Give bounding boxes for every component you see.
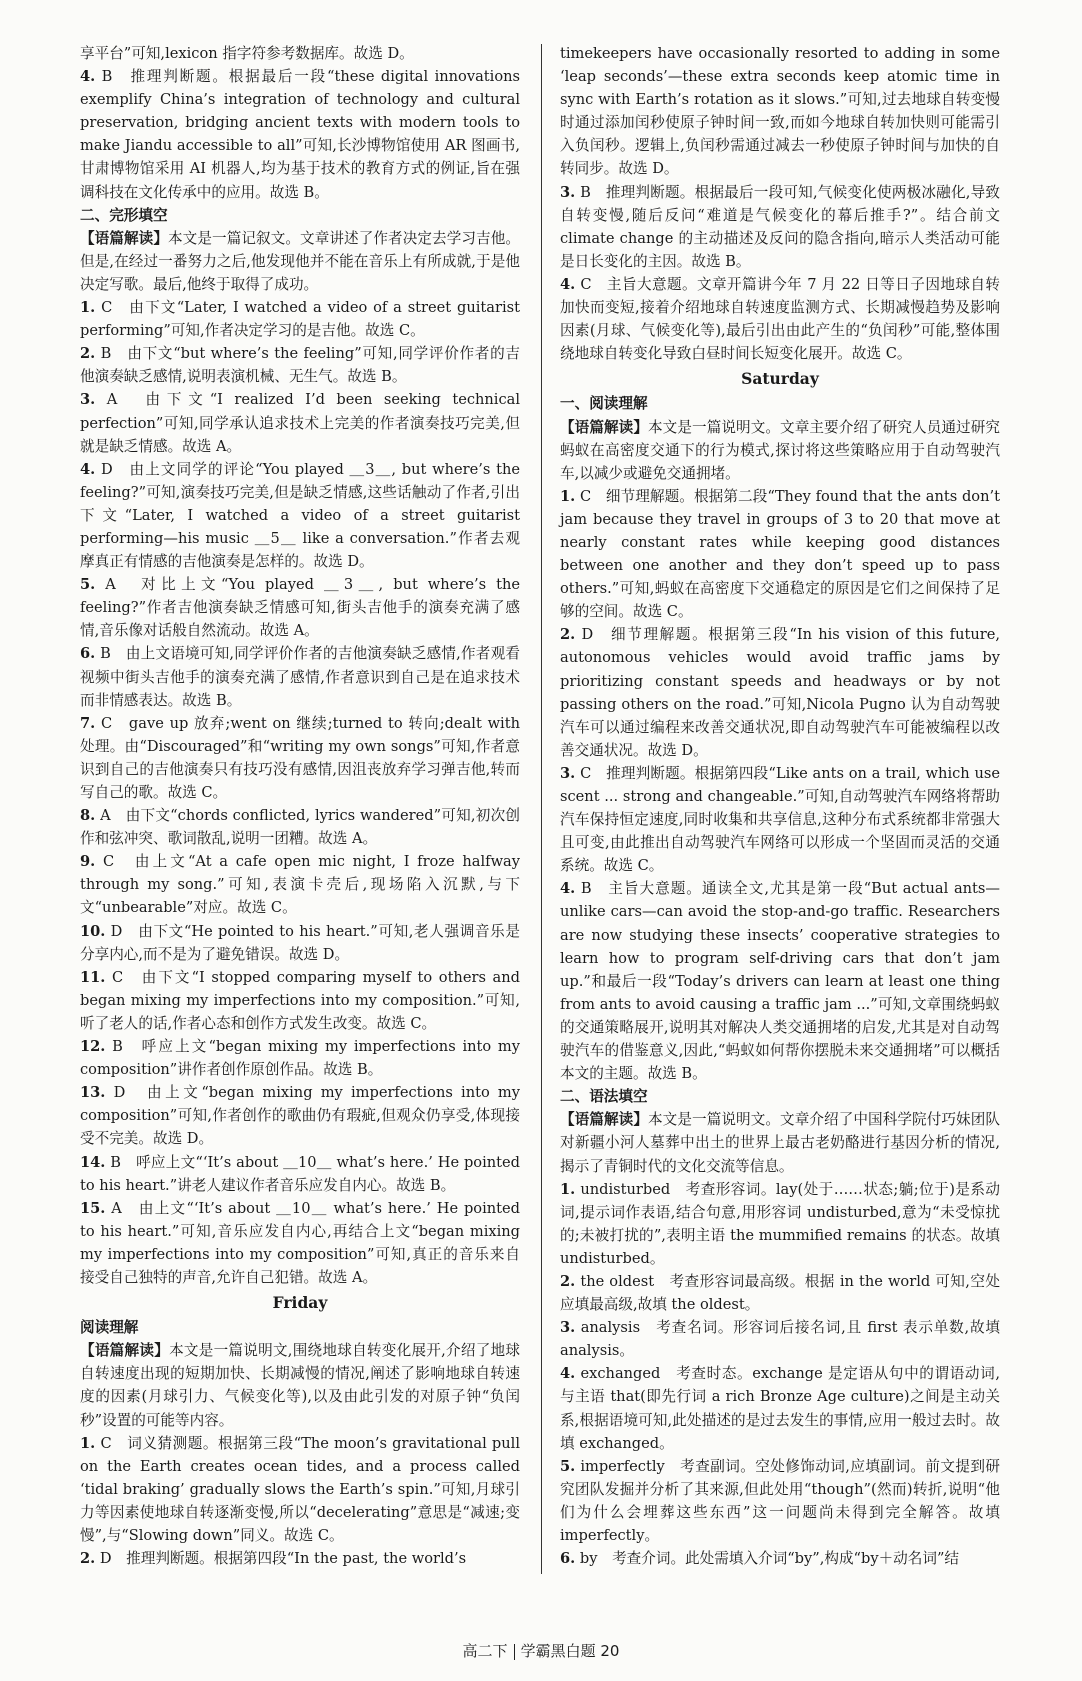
paragraph: 享平台”可知,lexicon 指字符参考数据库。故选 D。 [80, 45, 414, 62]
item-number: 3. [560, 764, 576, 782]
item-number: 2. [560, 1272, 576, 1290]
answer-item [560, 485, 1000, 624]
item-text: D 由上文“began mixing my imperfections into my composition”可知,作者创作的歌曲仍有瑕疵,但观众仍享受,体现接受不完美。故选 D。 [80, 1084, 521, 1148]
passage-summary [560, 416, 1000, 485]
answer-item [80, 1197, 520, 1289]
paragraph: timekeepers have occasionally resorted to adding in some ‘leap seconds’—these extra seconds keep atomic time in sync with Earth’s rotation as it slows.”可知,过去地球自转变慢时通过添加闰秒使原子钟时间一致,而如今地球自转加快则可能需引入负闰秒。逻辑上,负闰秒需通过减去一秒使原子钟时间与加快的自转同步。故选 D。 [560, 45, 1000, 178]
item-text: undisturbed 考查形容词。lay(处于……状态;躺;位于)是系动词,提示词作表语,结合句意,用形容词 undisturbed,意为“未受惊扰的;未被打扰的”,表明主语 the mummified remains 的状态。故填 undisturbed。 [560, 1180, 1001, 1267]
item-number: 14. [80, 1153, 106, 1171]
item-number: 4. [560, 1365, 576, 1383]
item-text: B 推理判断题。根据最后一段可知,气候变化使两极冰融化,导致自转变慢,随后反问“难道是气候变化的幕后推手?”。结合前文 climate change 的主动描述及反问的隐含指向,暗示人类活动可能是日长变化的主因。故选 B。 [560, 183, 1000, 270]
answer-item [560, 623, 1000, 762]
answer-item [80, 1081, 520, 1150]
section-heading: 一、阅读理解 [560, 395, 648, 413]
answer-item [80, 804, 520, 850]
summary-label: 【语篇解读】 [80, 1342, 170, 1360]
item-text: C 由下文“Later, I watched a video of a street guitarist performing”可知,作者决定学习的是吉他。故选 C。 [80, 299, 520, 340]
item-number: 4. [560, 880, 576, 898]
item-text: A 由上文“‘It’s about ＿10＿ what’s here.’ He pointed to his heart.”可知,音乐应发自内心,再结合上文“began mixing my imperfections into my composition”可知,真正的音乐来自接受自己独特的声音,允许自己犯错。故选 A。 [80, 1199, 521, 1286]
answer-item [560, 1455, 1000, 1547]
item-number: 3. [80, 391, 96, 409]
footer-grade: 高二下 [462, 1642, 508, 1660]
right-column [560, 42, 1000, 1570]
item-text: the oldest 考查形容词最高级。根据 in the world 可知,空处应填最高级,故填 the oldest。 [560, 1272, 1000, 1314]
item-text: B 呼应上文“‘It’s about ＿10＿ what’s here.’ He pointed to his heart.”讲老人建议作者音乐应发自内心。故选 B。 [80, 1153, 521, 1194]
column-divider [541, 44, 542, 1574]
answer-item [80, 712, 520, 804]
item-number: 1. [560, 487, 576, 505]
item-text: D 由下文“He pointed to his heart.”可知,老人强调音乐是分享内心,而不是为了避免错误。故选 D。 [80, 922, 520, 963]
item-text: B 由下文“but where’s the feeling”可知,同学评价作者的吉他演奏缺乏感情,说明表演机械、无生气。故选 B。 [80, 345, 520, 386]
answer-item [80, 850, 520, 919]
item-text: D 推理判断题。根据第四段“In the past, the world’s [99, 1550, 467, 1568]
item-text: A 由下文“chords conflicted, lyrics wandered”可知,初次创作和弦冲突、歌词散乱,说明一团糟。故选 A。 [80, 807, 521, 848]
item-text: B 由上文语境可知,同学评价作者的吉他演奏缺乏感情,作者观看视频中街头吉他手的演奏充满了感情,作者意识到自己是在追求技术而非情感表达。故选 B。 [80, 645, 520, 709]
answer-item [80, 642, 520, 711]
item-text: by 考查介词。此处需填入介词“by”,构成“by＋动名词”结 [579, 1550, 960, 1568]
item-number: 1. [80, 299, 96, 317]
item-number: 5. [560, 1457, 576, 1475]
item-number: 4. [80, 460, 96, 478]
item-number: 9. [80, 853, 96, 871]
item-number: 7. [80, 714, 96, 732]
item-text: C 细节理解题。根据第二段“They found that the ants don’t jam because they travel in groups of 3 to 20 that move at nearly constant rates while keeping good distances between one another and they don’t speed up to pass others.”可知,蚂蚁在高密度下交通稳定的原因是它们之间保持了足够的空间。故选 C。 [560, 487, 1000, 621]
answer-item [560, 181, 1000, 273]
item-number: 6. [560, 1550, 576, 1568]
item-number: 1. [80, 1434, 96, 1452]
item-text: C 由上文“At a cafe open mic night, I froze halfway through my song.”可知,表演卡壳后,现场陷入沉默,与下文“unbearable”对应。故选 C。 [80, 853, 521, 917]
item-text: imperfectly 考查副词。空处修饰动词,应填副词。前文提到研究团队发掘并分析了其来源,但此处用“though”(然而)转折,说明“他们为什么会埋葬这些东西”这一问题尚未得到完全解答。故填 imperfectly。 [560, 1457, 1001, 1544]
answer-item [560, 762, 1000, 877]
item-number: 4. [80, 68, 96, 86]
section-heading: 二、完形填空 [80, 206, 168, 224]
item-number: 13. [80, 1084, 106, 1102]
answer-item [80, 1035, 520, 1081]
item-text: A 对比上文“You played ＿3＿, but where’s the feeling?”作者吉他演奏缺乏情感可知,街头吉他手的演奏充满了感情,音乐像对话般自然流动。故选 A。 [80, 576, 520, 640]
item-number: 2. [80, 345, 96, 363]
item-number: 5. [80, 576, 96, 594]
answer-item [80, 573, 520, 642]
passage-summary [80, 227, 520, 296]
section-heading: 二、语法填空 [560, 1088, 648, 1106]
item-text: analysis 考查名词。形容词后接名词,且 first 表示单数,故填 analysis。 [560, 1319, 1000, 1360]
summary-text: 本文是一篇说明文。文章主要介绍了研究人员通过研究蚂蚁在高密度交通下的行为模式,探讨将这些策略应用于自动驾驶汽车,以减少或避免交通拥堵。 [560, 418, 1000, 482]
answer-item [80, 920, 520, 966]
item-number: 2. [560, 626, 576, 644]
summary-text: 本文是一篇说明文,围绕地球自转变化展开,介绍了地球自转速度出现的短期加快、长期减慢的情况,阐述了影响地球自转速度的因素(月球引力、气候变化等),以及由此引发的对原子钟“负闰秒”设置的可能等内容。 [80, 1342, 520, 1429]
footer-separator [514, 1644, 515, 1660]
answer-item [560, 1316, 1000, 1362]
item-number: 8. [80, 807, 96, 825]
item-text: C gave up 放弃;went on 继续;turned to 转向;dealt with 处理。由“Discouraged”和“writing my own songs”可知,作者意识到自己的吉他演奏只有技巧没有感情,因沮丧放弃学习弹吉他,转而写自己的歌。故选 C。 [80, 714, 520, 801]
item-text: B 推理判断题。根据最后一段“these digital innovations exemplify China’s integration of technology and cultural preservation, bridging ancient texts with modern tools to make Jiandu accessible to all”可知,长沙博物馆使用 AR 图画书,甘肃博物馆采用 AI 机器人,均为基于技术的教育方式的例证,旨在强调科技在文化传承中的应用。故选 B。 [80, 68, 520, 201]
answer-item [80, 1547, 520, 1570]
item-text: exchanged 考查时态。exchange 是定语从句中的谓语动词,与主语 that(即先行词 a rich Bronze Age culture)之间是主动关系,根据语境可知,此处描述的是过去发生的事情,应用一般过去时。故填 exchanged。 [560, 1365, 1000, 1452]
item-text: D 由上文同学的评论“You played ＿3＿, but where’s the feeling?”可知,演奏技巧完美,但是缺乏情感,这些话触动了作者,引出下文“Later, I watched a video of a street guitarist performing—his music ＿5＿ like a conversation.”作者去观摩真正有情感的吉他演奏是怎样的。故选 D。 [80, 460, 520, 571]
answer-item [560, 877, 1000, 1085]
answer-item [560, 1270, 1000, 1316]
answer-item [80, 966, 520, 1035]
answer-item [560, 1178, 1000, 1270]
item-number: 6. [80, 645, 96, 663]
item-number: 15. [80, 1199, 106, 1217]
footer-brand: 学霸黑白题 [520, 1642, 596, 1660]
answer-item [80, 1432, 520, 1547]
item-text: C 词义猜测题。根据第三段“The moon’s gravitational pull on the Earth creates ocean tides, and a process called ‘tidal braking’ gradually slows the Earth’s spin.”可知,月球引力等因素使地球自转逐渐变慢,所以“decelerating”意思是“减速;变慢”,与“Slowing down”同义。故选 C。 [80, 1434, 521, 1544]
item-text: B 主旨大意题。通读全文,尤其是第一段“But actual ants—unlike cars—can avoid the stop-and-go traffic. Researchers are now studying these insects’ cooperative strategies to learn how to program self-driving cars that don’t jam up.”和最后一段“Today’s drivers can learn at least one thing from ants to avoid causing a traffic jam ...”可知,文章围绕蚂蚁的交通策略展开,说明其对解决人类交通拥堵的启发,尤其是对自动驾驶汽车的借鉴意义,因此,“蚂蚁如何帮你摆脱未来交通拥堵”可以概括本文的主题。故选 B。 [560, 880, 1000, 1083]
page-footer [0, 1640, 1082, 1661]
item-number: 10. [80, 922, 106, 940]
item-text: C 由下文“I stopped comparing myself to others and began mixing my imperfections into my composition.”可知,听了老人的话,作者心态和创作方式发生改变。故选 C。 [80, 968, 520, 1032]
summary-label: 【语篇解读】 [80, 229, 169, 247]
day-heading: Saturday [741, 369, 819, 389]
section-heading: 阅读理解 [80, 1319, 139, 1337]
item-text: C 推理判断题。根据第四段“Like ants on a trail, which use scent ... strong and changeable.”可知,自动驾驶汽车网络将帮助汽车保持恒定速度,同时收集和共享信息,这种分布式系统都非常强大且可变,由此推出自动驾驶汽车网络可以形成一个坚固而灵活的交通系统。故选 C。 [560, 764, 1001, 875]
item-number: 4. [560, 275, 576, 293]
summary-text: 本文是一篇说明文。文章介绍了中国科学院付巧妹团队对新疆小河人墓葬中出土的世界上最古老奶酪进行基因分析的情况,揭示了青铜时代的文化交流等信息。 [560, 1111, 1000, 1175]
item-number: 1. [560, 1180, 576, 1198]
item-number: 2. [80, 1550, 96, 1568]
answer-item [80, 388, 520, 457]
answer-item [80, 342, 520, 388]
left-column [80, 42, 520, 1570]
item-text: A 由下文“I realized I’d been seeking technical perfection”可知,同学承认追求技术上完美的作者演奏技巧完美,但就是缺乏情感。故选 A。 [80, 391, 521, 455]
day-heading: Friday [272, 1293, 328, 1313]
answer-item [80, 65, 520, 204]
summary-label: 【语篇解读】 [560, 418, 649, 436]
item-text: C 主旨大意题。文章开篇讲今年 7 月 22 日等日子因地球自转加快而变短,接着介绍地球自转速度监测方式、长期减慢趋势及影响因素(月球、气候变化等),最后引出由此产生的“负闰秒”可能,整体围绕地球自转变化导致白昼时间长短变化展开。故选 C。 [560, 275, 1000, 363]
answer-item [80, 458, 520, 573]
summary-text: 本文是一篇记叙文。文章讲述了作者决定去学习吉他。但是,在经过一番努力之后,他发现他并不能在音乐上有所成就,于是他决定写歌。最后,他终于取得了成功。 [80, 229, 520, 293]
answer-item [560, 1547, 1000, 1570]
answer-item [80, 296, 520, 342]
summary-label: 【语篇解读】 [560, 1111, 649, 1129]
item-number: 11. [80, 968, 106, 986]
item-number: 12. [80, 1038, 106, 1056]
item-number: 3. [560, 1319, 576, 1337]
passage-summary [560, 1108, 1000, 1177]
answer-item [560, 1362, 1000, 1454]
item-text: B 呼应上文“began mixing my imperfections into my composition”讲作者创作原创作品。故选 B。 [80, 1038, 520, 1079]
item-text: D 细节理解题。根据第三段“In his vision of this future, autonomous vehicles would avoid traffic jams by prioritizing constant speeds and headways or by not passing others on the road.”可知,Nicola Pugno 认为自动驾驶汽车可以通过编程来改善交通状况,即自动驾驶汽车可能被编程以改善交通状况。故选 D。 [560, 626, 1000, 759]
answer-item [560, 273, 1000, 365]
passage-summary [80, 1339, 520, 1431]
answer-item [80, 1151, 520, 1197]
page-number: 20 [600, 1642, 620, 1660]
item-number: 3. [560, 183, 576, 201]
